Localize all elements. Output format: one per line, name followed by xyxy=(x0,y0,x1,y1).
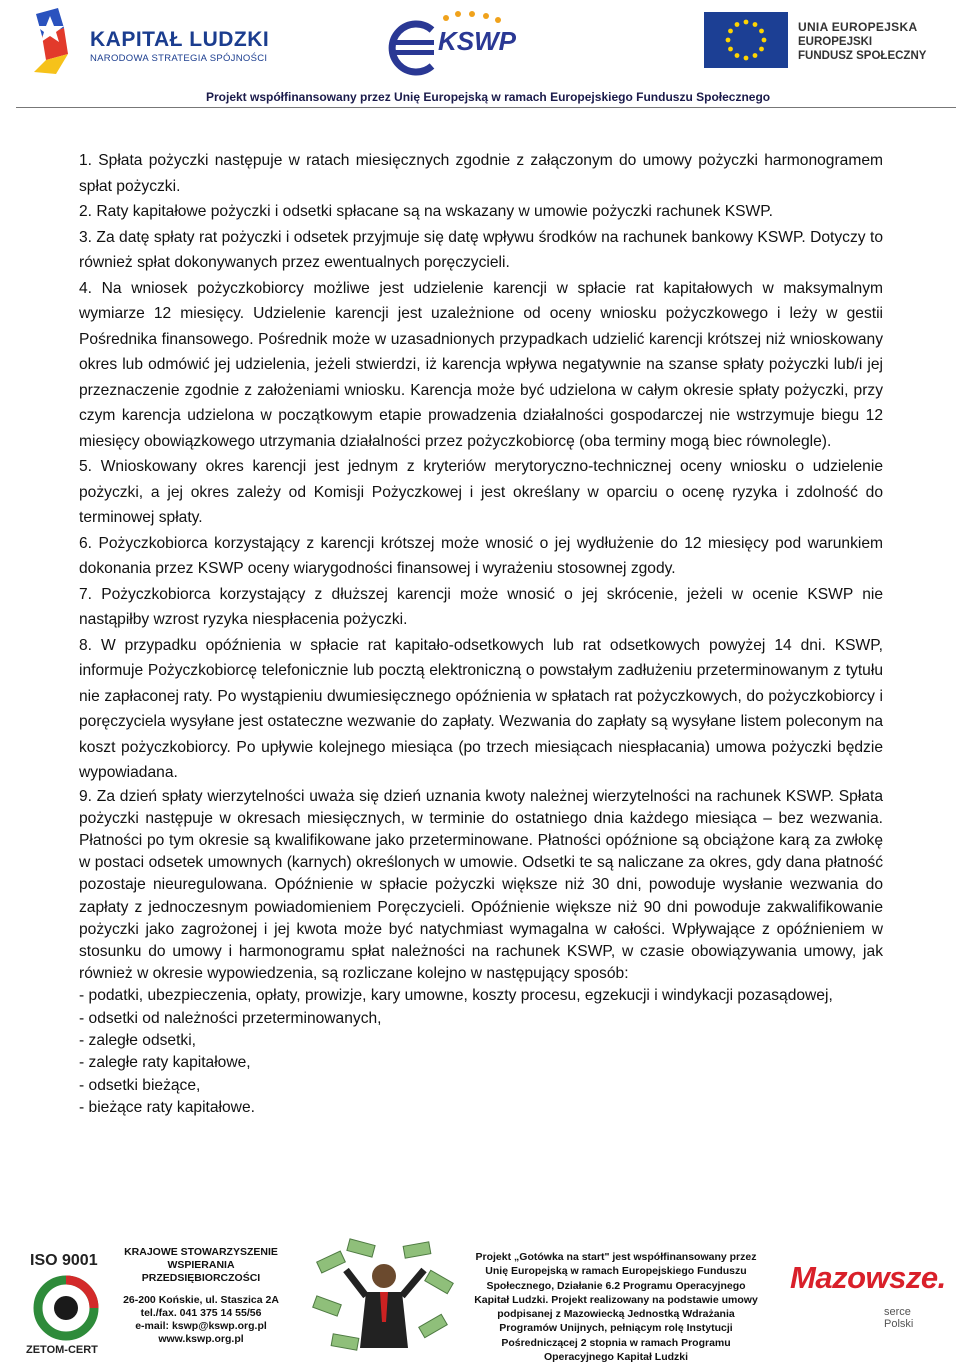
kapital-ludzki-logo xyxy=(28,6,278,76)
iso-cert-name: ZETOM-CERT xyxy=(26,1344,98,1356)
section-7: 7. Pożyczkobiorca korzystający z dłuższej karencji może wnosić o jej skrócenie, jeżeli w ocenie KSWP nie nastąpiłby wzrost ryzyka niespłacenia pożyczki. xyxy=(79,585,883,628)
list-item: - podatki, ubezpieczenia, opłaty, prowizje, kary umowne, koszty procesu, egzekucji i windykacji pozasądowej, xyxy=(79,987,833,1005)
eu-flag-icon xyxy=(704,12,788,68)
org-address: 26-200 Końskie, ul. Staszica 2A xyxy=(123,1294,279,1307)
list-item: - odsetki bieżące, xyxy=(79,1076,201,1094)
organization-contact xyxy=(118,1246,284,1346)
page-header xyxy=(0,0,960,110)
project-line: Unię Europejską w ramach Europejskiego Funduszu xyxy=(485,1265,747,1278)
money-businessman-illustration xyxy=(308,1236,458,1360)
page-footer xyxy=(0,1230,960,1362)
org-phone: tel./fax. 041 375 14 55/56 xyxy=(140,1307,262,1320)
section-1: 1. Spłata pożyczki następuje w ratach miesięcznych zgodnie z załączonym do umowy pożyczki harmonogramem spłat pożyczki. xyxy=(79,152,883,195)
section-9: 9. Za dzień spłaty wierzytelności uważa się dzień uznania kwoty należnej wierzytelności na rachunek KSWP. Spłata pożyczki następuje w okresach miesięcznych, w terminie do ostatniego dnia każdego miesiąca – bez wezwania. Płatności po tym okresie są kwalifikowane jako przeterminowane. Płatności opóźnione są obciążone karą za zwłokę w postaci odsetek umownych (karnych) określonych w umowie. Odsetki te są naliczane za okres, gdy dana płatność pozostaje nieuregulowana. Opóźnienie w spłacie pożyczki większe niż 30 dni, powoduje wysłanie wezwania do zapłaty z jednoczesnym powiadomieniem Poręczycieli. Opóźnienie większe niż 90 dni powoduje zakwalifikowanie pożyczki jako zagrożonej i jej kwota może być natychmiast wymagalna w całości. Wpływające z opóźnieniem w stosunku do umowy i harmonogramu spłat należności na rachunek KSWP, w czasie obowiązywania umowy, jak również w okresie wypowiedzenia, są rozliczane kolejno w następujący sposób: xyxy=(79,787,883,983)
iso-label: ISO 9001 xyxy=(30,1252,98,1269)
section-4: 4. Na wniosek pożyczkobiorcy możliwe jest udzielenie karencji w spłacie rat kapitałowych w maksymalnym wymiarze 12 miesięcy. Udzielenie karencji jest uzależnione od oceny wniosku pożyczkowego i leży w gestii Pośrednika finansowego. Pośrednik może w uzasadnionych przypadkach udzielić karencji krótszej niż wnioskowany okres lub odmówić jej udzielenia, jeżeli stwierdzi, iż karencja wpływa negatywnie na szanse spłaty pożyczki lub/i jej przeznaczenie zgodnie z założeniami wniosku. Karencja może być udzielona w całym okresie spłaty pożyczki, przy czym karencja udzielona w początkowym etapie prowadzenia działalności gospodarczej nie wstrzymuje biegu 12 miesięcy obowiązkowego utrzymania działalności przez pożyczkobiorcę (oba terminy mogą biec równolegle). xyxy=(79,279,883,450)
project-info xyxy=(472,1250,760,1364)
eu-logo-line2: EUROPEJSKI xyxy=(798,36,873,48)
list-item: - zaległe odsetki, xyxy=(79,1031,197,1049)
falling-money-icon xyxy=(308,1236,458,1360)
section-5: 5. Wnioskowany okres karencji jest jednym z kryteriów merytoryczno-technicznej oceny wniosku o udzielenie pożyczki, a jej okres zależy od Komisji Pożyczkowej i jest określany w oparciu o ocenę ryzyka i zdolność do terminowej spłaty. xyxy=(79,458,883,526)
org-name-line2: WSPIERANIA xyxy=(167,1258,235,1271)
cofinancing-note: Projekt współfinansowany przez Unię Europejską w ramach Europejskiego Funduszu Społecznego xyxy=(206,90,771,104)
mazowsze-tagline: serce Polski xyxy=(884,1306,914,1330)
kapital-ludzki-star-icon xyxy=(28,6,88,76)
mazowsze-logo xyxy=(786,1260,946,1330)
org-website: www.kswp.org.pl xyxy=(158,1332,244,1345)
project-line: Pośredniczącej 2 stopnia w ramach Programu xyxy=(501,1336,731,1349)
project-line: Kapitał Ludzki. Projekt realizowany na podstawie umowy xyxy=(474,1293,758,1306)
iso-certificate-logo xyxy=(26,1248,106,1358)
org-name-line3: PRZEDSIĘBIORCZOŚCI xyxy=(141,1271,261,1284)
eu-logo-line1: UNIA EUROPEJSKA xyxy=(798,20,918,34)
section-2: 2. Raty kapitałowe pożyczki i odsetki spłacane są na wskazany w umowie pożyczki rachunek KSWP. xyxy=(79,203,773,220)
settlement-order-list xyxy=(79,985,883,1119)
org-email: e-mail: kswp@kswp.org.pl xyxy=(135,1319,267,1332)
eu-logo-line3: FUNDUSZ SPOŁECZNY xyxy=(798,50,927,62)
project-line: podpisanej z Mazowiecką Jednostką Wdrażania xyxy=(497,1308,735,1321)
list-item: - bieżące raty kapitałowe. xyxy=(79,1098,255,1116)
list-item: - odsetki od należności przeterminowanych, xyxy=(79,1009,382,1027)
project-line: Projekt „Gotówka na start" jest współfinansowany przez xyxy=(475,1251,757,1263)
eu-logo xyxy=(704,12,934,68)
project-line: Społecznego, Działanie 6.2 Programu Operacyjnego xyxy=(486,1279,746,1292)
zetom-cert-icon xyxy=(26,1272,106,1342)
section-8: 8. W przypadku opóźnienia w spłacie rat kapitało-odsetkowych lub rat odsetkowych powyżej 14 dni. KSWP, informuje Pożyczkobiorcę telefonicznie lub pocztą elektroniczną o powstałym zadłużeniu przeterminowanym z tytułu nie zapłaconej raty. Po wystąpieniu dwumiesięcznego opóźnienia w spłatach rat pożyczkowych, do pożyczkobiorcy i poręczyciela wysyłane jest ostateczne wezwanie do zapłaty. Wezwania do zapłaty są wysyłane listem poleconym na koszt pożyczkobiorcy. Po upływie kolejnego miesiąca (po trzech miesiącach niespłacania) umowa pożyczki będzie wypowiadana. xyxy=(79,636,883,781)
project-line: Programów Unijnych, pełniącym rolę Instytucji xyxy=(499,1322,733,1335)
mazowsze-name: Mazowsze. xyxy=(790,1260,946,1295)
kswp-logo-text: KSWP xyxy=(438,26,516,56)
list-item: - zaległe raty kapitałowe, xyxy=(79,1054,251,1072)
document-body xyxy=(79,148,883,1119)
org-name-line1: KRAJOWE STOWARZYSZENIE xyxy=(124,1246,278,1258)
kapital-ludzki-subtitle: NARODOWA STRATEGIA SPÓJNOŚCI xyxy=(90,53,268,64)
header-divider xyxy=(16,107,956,108)
project-line: Operacyjnego Kapitał Ludzki xyxy=(543,1351,689,1364)
kapital-ludzki-title: KAPITAŁ LUDZKI xyxy=(90,28,270,51)
section-6: 6. Pożyczkobiorca korzystający z karencji krótszej może wnosić o jej wydłużenie do 12 miesięcy pod warunkiem dokonania przez KSWP oceny wiarygodności finansowej i wyrażeniu stosownej zgody. xyxy=(79,534,883,577)
section-3: 3. Za datę spłaty rat pożyczki i odsetek przyjmuje się datę wpływu środków na rachunek bankowy KSWP. Dotyczy to również spłat dokonywanych przez ewentualnych poręczycieli. xyxy=(79,228,883,271)
kswp-logo xyxy=(388,8,538,76)
